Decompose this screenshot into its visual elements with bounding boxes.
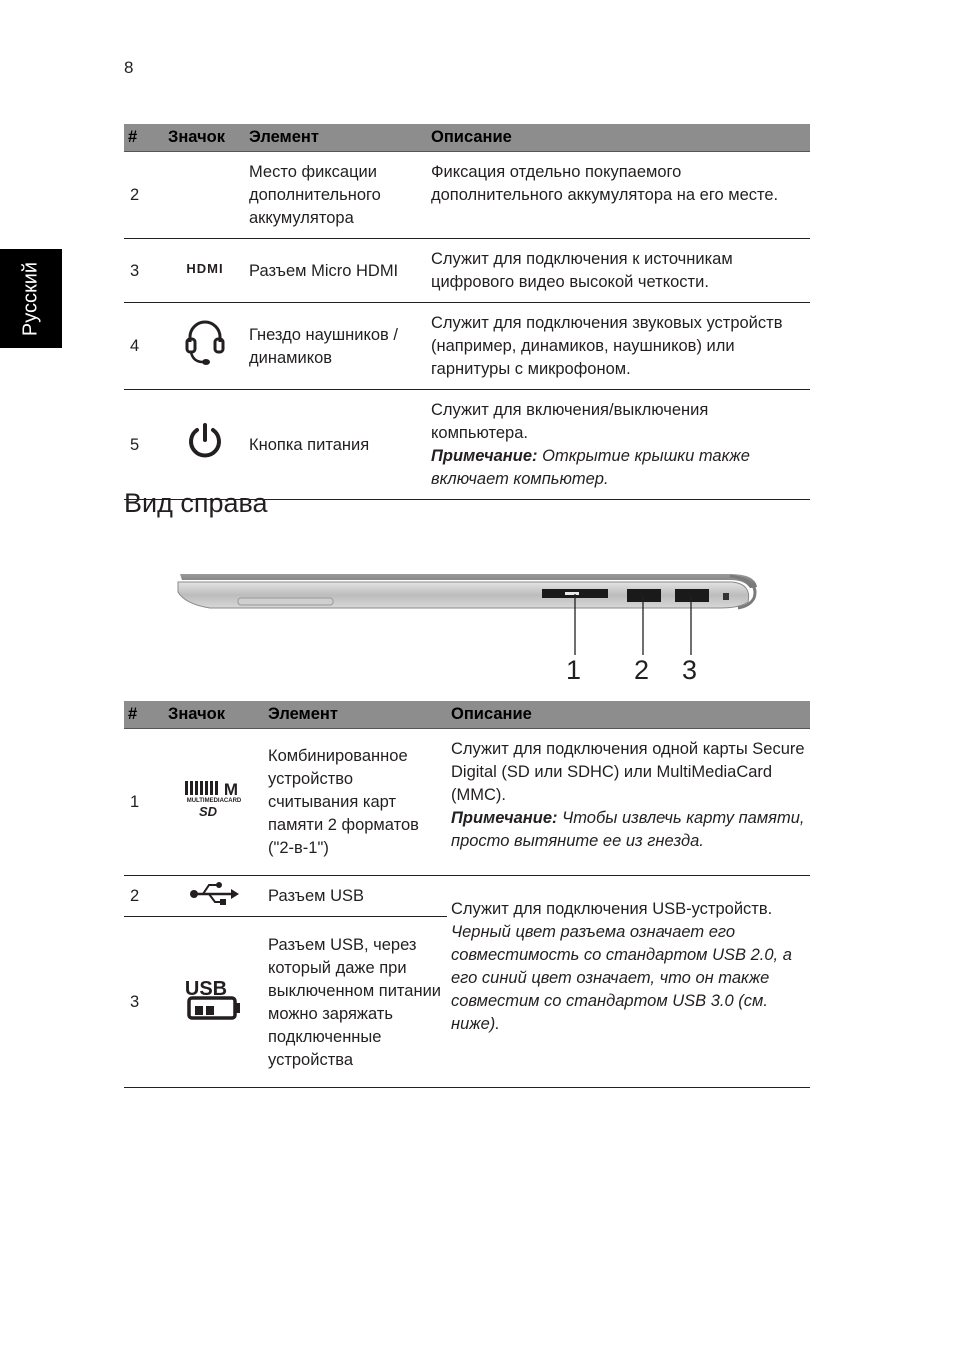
row-element: Разъем Micro HDMI — [245, 239, 427, 303]
row-number: 2 — [124, 152, 164, 239]
row-description: Фиксация отдельно покупаемого дополнительного аккумулятора на его месте. — [427, 152, 810, 239]
usb-icon — [189, 881, 239, 905]
card-reader-icon-cell — [164, 729, 264, 876]
header-description: Описание — [447, 701, 810, 729]
mmc-icon-text: MULTIMEDIACARD — [186, 797, 242, 804]
callout-3: 3 — [682, 655, 698, 685]
usb-shared-description-cell — [447, 876, 810, 1088]
power-icon — [186, 422, 224, 460]
callout-2: 2 — [634, 655, 650, 685]
language-tab-label: Русский — [19, 261, 42, 336]
row-description-cell — [427, 390, 810, 500]
header-description: Описание — [427, 124, 810, 152]
row-element: Разъем USB, через который даже при выключенном питании можно заряжать подключенные устройства — [264, 917, 447, 1088]
row-description-cell — [447, 729, 810, 876]
row-number: 1 — [124, 729, 164, 876]
headset-icon-cell — [164, 303, 245, 390]
svg-text:SD: SD — [199, 803, 218, 819]
row-element: Гнездо наушников / динамиков — [245, 303, 427, 390]
table-row — [124, 239, 810, 303]
usb-charge-icon — [181, 977, 247, 1021]
header-element: Элемент — [264, 701, 447, 729]
row-description: Служит для подключения к источникам цифрового видео высокой четкости. — [427, 239, 810, 303]
laptop-right-side-illustration — [170, 562, 770, 692]
row-number: 3 — [124, 239, 164, 303]
usb-charge-icon-text: USB — [184, 977, 228, 1000]
header-element: Элемент — [245, 124, 427, 152]
table-row — [124, 152, 810, 239]
row-element: Место фиксации дополнительного аккумулятора — [245, 152, 427, 239]
row-note — [451, 807, 806, 853]
shared-note: Черный цвет разъема означает его совместимость со стандартом USB 2.0, а его синий цвет означает, что он также совместим со стандартом USB 3.0 (см. ниже). — [451, 923, 792, 1033]
note-text: Открытие крышки также включает компьютер. — [431, 447, 750, 488]
row-icon-empty — [164, 152, 245, 239]
table-row — [124, 876, 810, 917]
row-number: 4 — [124, 303, 164, 390]
row-note — [431, 445, 806, 491]
header-number: # — [124, 701, 164, 729]
table-header-row — [124, 701, 810, 729]
usb-charge-icon-cell — [164, 917, 264, 1088]
note-label: Примечание: — [431, 447, 538, 465]
row-number: 5 — [124, 390, 164, 500]
row-element: Разъем USB — [264, 876, 447, 917]
row-description: Служит для подключения звуковых устройств (например, динамиков, наушников) или гарнитуры с микрофоном. — [427, 303, 810, 390]
row-element: Кнопка питания — [245, 390, 427, 500]
row-description: Служит для подключения одной карты Secure Digital (SD или SDHC) или MultiMediaCard (MMC). — [451, 740, 805, 804]
note-label: Примечание: — [451, 809, 558, 827]
shared-description: Служит для подключения USB-устройств. — [451, 900, 773, 918]
svg-text:M: M — [223, 779, 239, 799]
note-text: Чтобы извлечь карту памяти, просто вытяните ее из гнезда. — [451, 809, 805, 850]
table-row — [124, 729, 810, 876]
callout-1: 1 — [566, 655, 582, 685]
power-icon-cell — [164, 390, 245, 500]
row-element: Комбинированное устройство считывания карт памяти 2 форматов ("2-в-1") — [264, 729, 447, 876]
row-number: 2 — [124, 876, 164, 917]
top-spec-table — [124, 124, 810, 500]
hdmi-icon-text: HDMI — [185, 261, 224, 275]
header-icon: Значок — [164, 701, 264, 729]
hdmi-icon — [179, 261, 231, 275]
page-number: 8 — [124, 58, 134, 77]
table-row — [124, 390, 810, 500]
table-row — [124, 303, 810, 390]
table-header-row — [124, 124, 810, 152]
section-title: Вид справа — [124, 488, 268, 518]
row-number: 3 — [124, 917, 164, 1088]
header-number: # — [124, 124, 164, 152]
usb-icon-cell — [164, 876, 264, 917]
hdmi-icon-cell — [164, 239, 245, 303]
headset-icon — [183, 318, 227, 368]
card-reader-icon — [181, 779, 247, 819]
row-description: Служит для включения/выключения компьютера. — [431, 401, 709, 442]
language-tab — [0, 249, 62, 348]
header-icon: Значок — [164, 124, 245, 152]
bottom-spec-table — [124, 701, 810, 1088]
laptop-right-side-figure — [170, 562, 770, 692]
